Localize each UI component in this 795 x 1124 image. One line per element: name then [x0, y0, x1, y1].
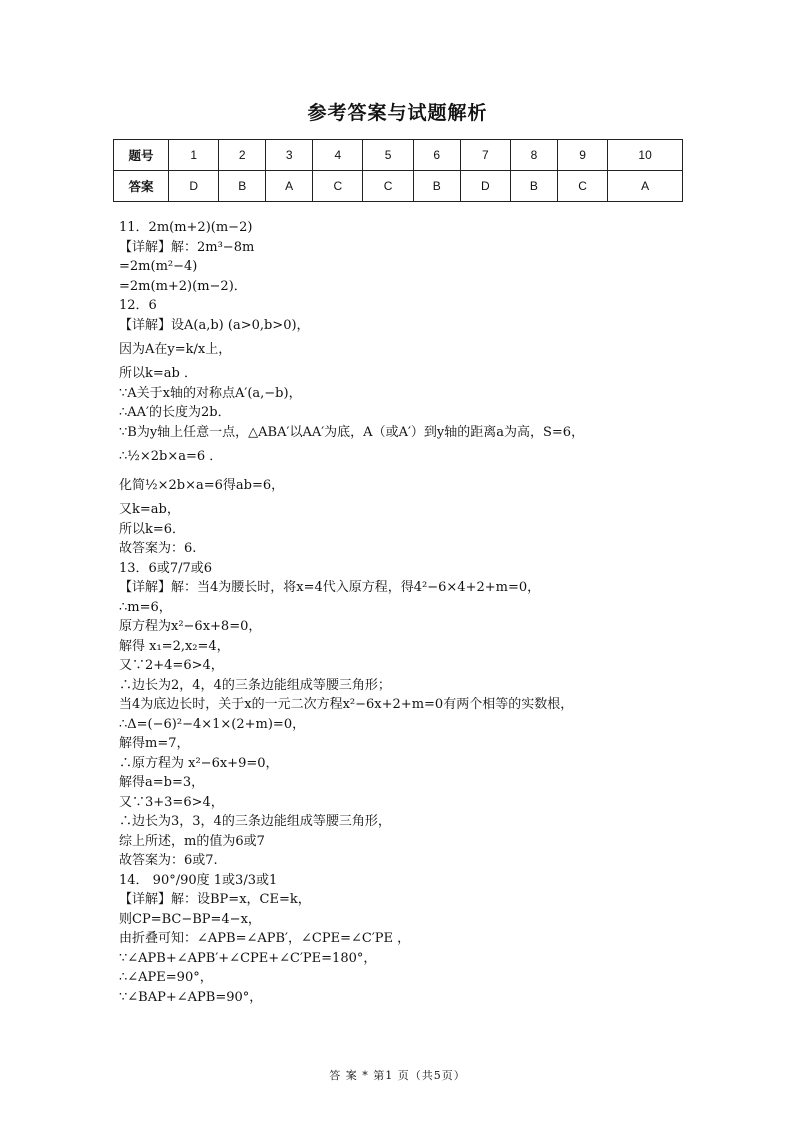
number-cell: 2	[219, 140, 266, 171]
solution-line: ∵A关于x轴的对称点A′(a,−b)，	[119, 385, 302, 401]
solution-line: 当4为底边长时，关于x的一元二次方程x²−6x+2+m=0有两个相等的实数根，	[119, 697, 574, 712]
answer-table-number-row	[114, 140, 683, 171]
answer-table	[113, 139, 683, 202]
solution-line: 又∵2+4=6>4，	[119, 658, 224, 673]
solution-line: 【详解】解：当4为腰长时，将x=4代入原方程，得4²−6×4+2+m=0，	[119, 580, 541, 595]
page-footer: 答 案 * 第1 页（共5页）	[329, 1069, 466, 1082]
solution-line: 解得a=b=3，	[119, 775, 205, 790]
solution-line: ∴½×2b×a=6 ．	[119, 449, 223, 464]
answer-cell: A	[266, 171, 313, 202]
answer-cell: D	[169, 171, 219, 202]
answer-table-answer-row	[114, 171, 683, 202]
solution-line: 11．2m(m+2)(m−2)	[119, 220, 253, 235]
solution-line: 则CP=BC−BP=4−x，	[119, 911, 261, 927]
solution-line: ∴边长为3，3，4的三条边能组成等腰三角形，	[119, 814, 391, 829]
solution-line: ∴AA′的长度为2b．	[119, 405, 231, 420]
solution-line: ∵B为y轴上任意一点，△ABA′以AA′为底，A（或A′）到y轴的距离a为高，S=6，	[119, 424, 585, 440]
solution-line: ∴边长为2，4，4的三条边能组成等腰三角形；	[119, 677, 391, 693]
number-cell: 10	[608, 140, 683, 171]
solution-line: 化简½×2b×a=6得ab=6，	[119, 478, 285, 493]
answer-cell: D	[460, 171, 510, 202]
solution-line: ∴原方程为 x²−6x+9=0，	[119, 755, 279, 771]
solution-line: =2m(m+2)(m−2)．	[119, 278, 247, 294]
solution-line: =2m(m²−4)	[119, 259, 198, 274]
answer-cell: C	[363, 171, 413, 202]
number-header: 题号	[114, 140, 169, 171]
page-title: 参考答案与试题解析	[307, 102, 488, 124]
solution-line: 【详解】设A(a,b) (a>0,b>0)，	[119, 317, 310, 333]
solution-line: 12．6	[119, 298, 157, 313]
solution-line: 又k=ab，	[119, 502, 180, 517]
solution-line: ∵∠BAP+∠APB=90°，	[119, 989, 263, 1005]
solution-line: 综上所述，m的值为6或7	[119, 833, 265, 849]
solution-line: 14． 90°/90度 1或3/3或1	[119, 872, 278, 888]
solution-line: 解得m=7，	[119, 736, 190, 751]
answer-cell: C	[557, 171, 607, 202]
solution-line: 故答案为：6或7.	[119, 853, 218, 868]
solution-line: 13．6或7/7或6	[119, 560, 213, 576]
answer-cell: B	[413, 171, 460, 202]
solution-line: 【详解】解：设BP=x，CE=k，	[119, 892, 311, 907]
number-cell: 8	[510, 140, 557, 171]
answer-cell: C	[313, 171, 363, 202]
solution-line: 原方程为x²−6x+8=0，	[119, 619, 262, 634]
solution-line: 故答案为：6.	[119, 541, 197, 556]
solution-line: 所以k=ab ．	[119, 366, 197, 381]
number-cell: 5	[363, 140, 413, 171]
number-cell: 1	[169, 140, 219, 171]
number-cell: 7	[460, 140, 510, 171]
answer-cell: B	[510, 171, 557, 202]
solution-line: ∴∠APE=90°，	[119, 970, 213, 985]
solution-line: 因为A在y=k/x上，	[119, 342, 232, 357]
answer-cell: B	[219, 171, 266, 202]
solution-line: ∴Δ=(−6)²−4×1×(2+m)=0，	[119, 716, 306, 732]
answer-cell: A	[608, 171, 683, 202]
solution-line: 由折叠可知：∠APB=∠APB′，∠CPE=∠C′PE ，	[119, 931, 411, 946]
number-cell: 4	[313, 140, 363, 171]
solution-line: 又∵3+3=6>4，	[119, 794, 224, 810]
answer-header: 答案	[114, 171, 169, 202]
solution-line: ∴m=6，	[119, 599, 172, 615]
solution-body	[119, 218, 679, 1007]
number-cell: 9	[557, 140, 607, 171]
number-cell: 3	[266, 140, 313, 171]
solution-line: ∵∠APB+∠APB′+∠CPE+∠C′PE=180°，	[119, 950, 377, 966]
solution-line: 【详解】解：2m³−8m	[119, 239, 255, 255]
solution-line: 解得 x₁=2,x₂=4，	[119, 638, 230, 654]
number-cell: 6	[413, 140, 460, 171]
solution-line: 所以k=6．	[119, 521, 186, 537]
